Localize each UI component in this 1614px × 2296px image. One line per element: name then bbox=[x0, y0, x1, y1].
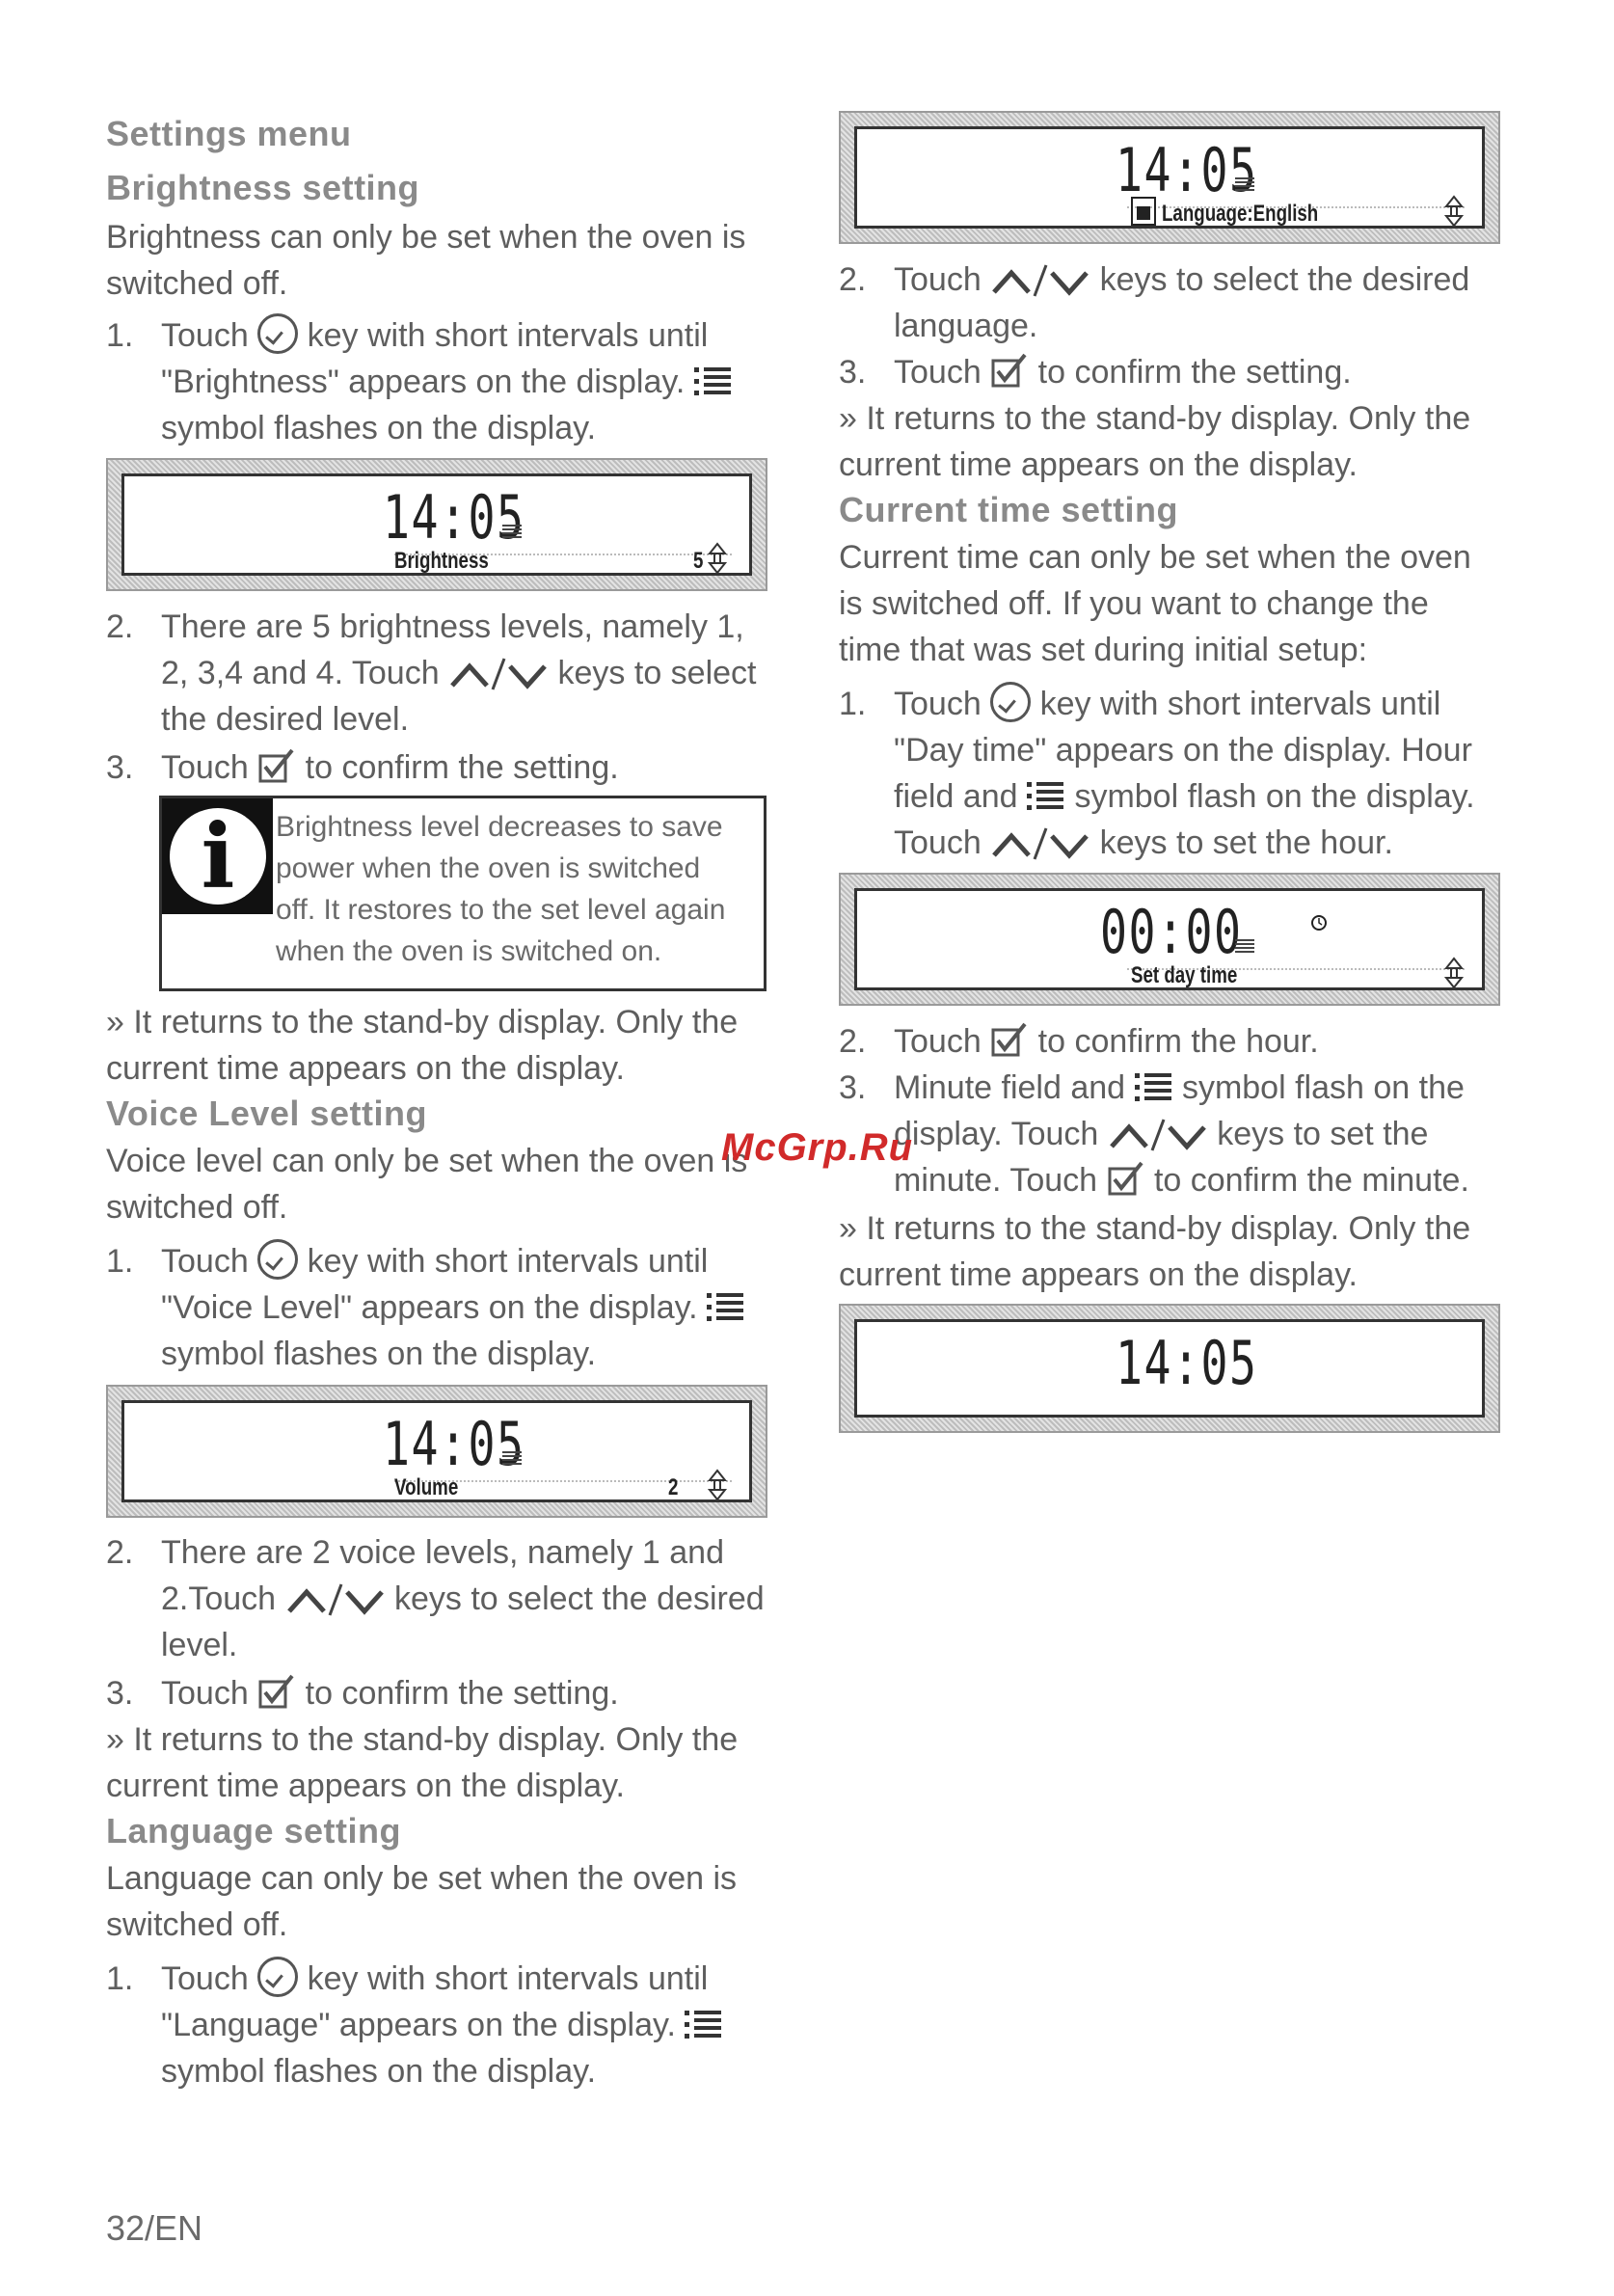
brightness-display-time: 14:05 bbox=[383, 482, 525, 553]
list-symbol-icon bbox=[1235, 939, 1254, 953]
voice-step3-line bbox=[161, 1670, 619, 1716]
voice-step2-b-post: keys to select the desired bbox=[394, 1580, 765, 1617]
info-icon: i bbox=[162, 798, 273, 914]
brightness-step2-b-pre: 2, 3,4 and 4. Touch bbox=[161, 655, 440, 691]
settings-menu-title: Settings menu bbox=[106, 114, 352, 153]
checkbox-confirm-icon bbox=[257, 747, 296, 786]
current-time-step3-c-pre: minute. Touch bbox=[894, 1162, 1098, 1199]
language-flag-icon bbox=[1131, 197, 1156, 226]
language-step2-b: language. bbox=[894, 308, 1038, 344]
current-time-step1-post: key with short intervals until bbox=[1039, 686, 1441, 722]
current-time-step3-b-pre: display. Touch bbox=[894, 1116, 1099, 1152]
up-down-arrows-icon bbox=[707, 542, 728, 575]
current-time-step1-line-a bbox=[894, 681, 1440, 727]
list-symbol-icon bbox=[685, 2009, 723, 2041]
language-step2-a-pre: Touch bbox=[894, 261, 982, 298]
brightness-step1-num: 1. bbox=[106, 317, 134, 354]
up-down-arrows-icon bbox=[707, 1469, 728, 1501]
page-number: 32/EN bbox=[106, 2208, 203, 2248]
list-symbol-icon bbox=[694, 365, 733, 398]
standby-display-screen bbox=[854, 1319, 1485, 1418]
checkbox-confirm-icon bbox=[990, 1021, 1029, 1060]
standby-display-panel bbox=[839, 1304, 1500, 1433]
volume-display-value: 2 bbox=[668, 1474, 679, 1500]
language-step1-b: "Language" appears on the display. bbox=[161, 2007, 676, 2043]
brightness-step3-num: 3. bbox=[106, 749, 134, 786]
brightness-intro-2: switched off. bbox=[106, 265, 288, 302]
language-step1-num: 1. bbox=[106, 1960, 134, 1997]
voice-step3-num: 3. bbox=[106, 1675, 134, 1712]
voice-step3-post: to confirm the setting. bbox=[305, 1675, 619, 1712]
current-time-step3-a-post: symbol flash on the bbox=[1181, 1069, 1465, 1106]
current-time-step1-line-d bbox=[894, 820, 1393, 866]
current-time-return-1: » It returns to the stand-by display. Only the bbox=[839, 1210, 1471, 1247]
language-return-2: current time appears on the display. bbox=[839, 446, 1358, 483]
language-step1-line-a bbox=[161, 1956, 708, 2002]
current-time-step1-d-pre: Touch bbox=[894, 824, 982, 861]
voice-step2-b-pre: 2.Touch bbox=[161, 1580, 277, 1617]
brightness-display-panel bbox=[106, 458, 767, 591]
checkbox-confirm-icon bbox=[257, 1673, 296, 1712]
brightness-step1-post: key with short intervals until bbox=[307, 317, 709, 354]
current-time-step1-c-post: symbol flash on the display. bbox=[1074, 778, 1475, 815]
watermark: McGrp.Ru bbox=[721, 1126, 914, 1169]
brightness-title: Brightness setting bbox=[106, 168, 420, 207]
voice-step1-c: symbol flashes on the display. bbox=[161, 1336, 597, 1372]
daytime-display-screen bbox=[854, 888, 1485, 990]
checkbox-confirm-icon bbox=[990, 352, 1029, 391]
info-text bbox=[276, 806, 725, 972]
list-symbol-icon bbox=[1027, 780, 1065, 813]
list-symbol-icon bbox=[502, 1451, 522, 1465]
clock-key-icon bbox=[257, 1239, 298, 1280]
info-line-2: power when the oven is switched bbox=[276, 852, 701, 884]
info-line-4: when the oven is switched on. bbox=[276, 935, 662, 967]
language-step3-pre: Touch bbox=[894, 354, 982, 391]
language-display-time: 14:05 bbox=[1116, 135, 1258, 205]
list-symbol-icon bbox=[707, 1291, 745, 1324]
current-time-step1-pre: Touch bbox=[894, 686, 982, 722]
current-time-step2-pre: Touch bbox=[894, 1023, 982, 1060]
current-time-step1-num: 1. bbox=[839, 686, 867, 722]
info-line-1: Brightness level decreases to save bbox=[276, 811, 723, 843]
brightness-step2-line-b bbox=[161, 650, 757, 696]
brightness-step1-line-b bbox=[161, 359, 733, 405]
up-down-arrows-icon bbox=[1443, 195, 1465, 228]
brightness-step2-num: 2. bbox=[106, 608, 134, 645]
voice-step3-pre: Touch bbox=[161, 1675, 249, 1712]
info-box bbox=[159, 796, 767, 991]
brightness-intro-1: Brightness can only be set when the oven is bbox=[106, 219, 746, 256]
brightness-step1-c: symbol flashes on the display. bbox=[161, 410, 597, 446]
voice-step1-b: "Voice Level" appears on the display. bbox=[161, 1289, 698, 1326]
voice-step1-pre: Touch bbox=[161, 1243, 249, 1280]
clock-icon bbox=[1310, 914, 1328, 932]
language-intro-1: Language can only be set when the oven is bbox=[106, 1860, 738, 1897]
up-down-arrows-icon bbox=[285, 1582, 386, 1617]
info-line-3: off. It restores to the set level again bbox=[276, 894, 726, 926]
up-down-arrows-icon bbox=[990, 263, 1090, 298]
brightness-step3-line bbox=[161, 744, 619, 791]
brightness-step3-post: to confirm the setting. bbox=[305, 749, 619, 786]
brightness-display-screen bbox=[121, 473, 752, 576]
language-step2-num: 2. bbox=[839, 261, 867, 298]
brightness-step2-b-post: keys to select bbox=[557, 655, 757, 691]
brightness-return-2: current time appears on the display. bbox=[106, 1050, 625, 1087]
voice-step1-line-b bbox=[161, 1284, 745, 1331]
voice-return-1: » It returns to the stand-by display. Only the bbox=[106, 1721, 739, 1758]
brightness-step1-pre: Touch bbox=[161, 317, 249, 354]
current-time-step2-num: 2. bbox=[839, 1023, 867, 1060]
brightness-display-value: 5 bbox=[693, 548, 704, 574]
current-time-step1-line-c bbox=[894, 773, 1475, 820]
current-time-step3-line-a bbox=[894, 1065, 1465, 1111]
current-time-step3-b-post: keys to set the bbox=[1217, 1116, 1429, 1152]
language-step3-line bbox=[894, 349, 1352, 395]
language-display-label: Language:English bbox=[1162, 201, 1319, 227]
volume-display-time: 14:05 bbox=[383, 1409, 525, 1479]
up-down-arrows-icon bbox=[1108, 1118, 1208, 1152]
brightness-step1-b: "Brightness" appears on the display. bbox=[161, 364, 686, 400]
voice-step2-line-b bbox=[161, 1576, 765, 1622]
current-time-step3-line-c bbox=[894, 1157, 1469, 1203]
voice-step2-c: level. bbox=[161, 1627, 238, 1663]
voice-intro-2: switched off. bbox=[106, 1189, 288, 1226]
brightness-step2-c: the desired level. bbox=[161, 701, 410, 738]
volume-display-panel bbox=[106, 1385, 767, 1518]
current-time-step3-c-post: to confirm the minute. bbox=[1153, 1162, 1469, 1199]
language-step3-num: 3. bbox=[839, 354, 867, 391]
current-time-intro-3: time that was set during initial setup: bbox=[839, 632, 1368, 668]
voice-step1-num: 1. bbox=[106, 1243, 134, 1280]
clock-key-icon bbox=[257, 1957, 298, 1997]
voice-step1-post: key with short intervals until bbox=[307, 1243, 709, 1280]
voice-title: Voice Level setting bbox=[106, 1094, 427, 1133]
daytime-display-panel bbox=[839, 873, 1500, 1006]
language-display-screen bbox=[854, 126, 1485, 229]
current-time-step3-line-b bbox=[894, 1111, 1428, 1157]
standby-display-time: 14:05 bbox=[1116, 1328, 1258, 1398]
brightness-display-label: Brightness bbox=[394, 548, 489, 574]
current-time-title: Current time setting bbox=[839, 490, 1179, 529]
brightness-step2-a: There are 5 brightness levels, namely 1, bbox=[161, 608, 744, 645]
voice-step2-num: 2. bbox=[106, 1534, 134, 1571]
daytime-display-time: 00:00 bbox=[1100, 897, 1243, 967]
language-step2-a-post: keys to select the desired bbox=[1099, 261, 1470, 298]
current-time-return-2: current time appears on the display. bbox=[839, 1256, 1358, 1293]
current-time-step1-b: "Day time" appears on the display. Hour bbox=[894, 732, 1472, 769]
brightness-step1-line-a bbox=[161, 312, 708, 359]
clock-key-icon bbox=[990, 682, 1031, 722]
volume-display-screen bbox=[121, 1400, 752, 1502]
list-symbol-icon bbox=[502, 525, 522, 538]
brightness-step3-pre: Touch bbox=[161, 749, 249, 786]
language-intro-2: switched off. bbox=[106, 1906, 288, 1943]
language-step1-c: symbol flashes on the display. bbox=[161, 2053, 597, 2090]
checkbox-confirm-icon bbox=[1107, 1160, 1145, 1199]
language-step1-line-b bbox=[161, 2002, 723, 2048]
daytime-display-label: Set day time bbox=[1131, 962, 1238, 988]
voice-step1-line-a bbox=[161, 1238, 708, 1284]
current-time-intro-2: is switched off. If you want to change the bbox=[839, 585, 1429, 622]
current-time-step2-post: to confirm the hour. bbox=[1037, 1023, 1319, 1060]
clock-key-icon bbox=[257, 313, 298, 354]
list-symbol-icon bbox=[1135, 1071, 1173, 1104]
up-down-arrows-icon bbox=[990, 826, 1090, 861]
language-title: Language setting bbox=[106, 1811, 402, 1850]
current-time-step2-line bbox=[894, 1018, 1319, 1065]
brightness-return-1: » It returns to the stand-by display. Only the bbox=[106, 1004, 739, 1040]
language-step2-line-a bbox=[894, 257, 1469, 303]
voice-return-2: current time appears on the display. bbox=[106, 1768, 625, 1804]
language-display-panel bbox=[839, 111, 1500, 244]
up-down-arrows-icon bbox=[448, 657, 549, 691]
up-down-arrows-icon bbox=[1443, 957, 1465, 989]
volume-display-label: Volume bbox=[394, 1474, 459, 1500]
current-time-step3-num: 3. bbox=[839, 1069, 867, 1106]
voice-intro-1: Voice level can only be set when the oven is bbox=[106, 1143, 748, 1179]
language-step1-post: key with short intervals until bbox=[307, 1960, 709, 1997]
current-time-step1-d-post: keys to set the hour. bbox=[1099, 824, 1393, 861]
list-symbol-icon bbox=[1235, 177, 1254, 191]
language-step1-pre: Touch bbox=[161, 1960, 249, 1997]
language-step3-post: to confirm the setting. bbox=[1037, 354, 1352, 391]
voice-step2-a: There are 2 voice levels, namely 1 and bbox=[161, 1534, 724, 1571]
current-time-intro-1: Current time can only be set when the oven bbox=[839, 539, 1471, 576]
current-time-step1-c-pre: field and bbox=[894, 778, 1018, 815]
language-return-1: » It returns to the stand-by display. Only the bbox=[839, 400, 1471, 437]
current-time-step3-a-pre: Minute field and bbox=[894, 1069, 1126, 1106]
